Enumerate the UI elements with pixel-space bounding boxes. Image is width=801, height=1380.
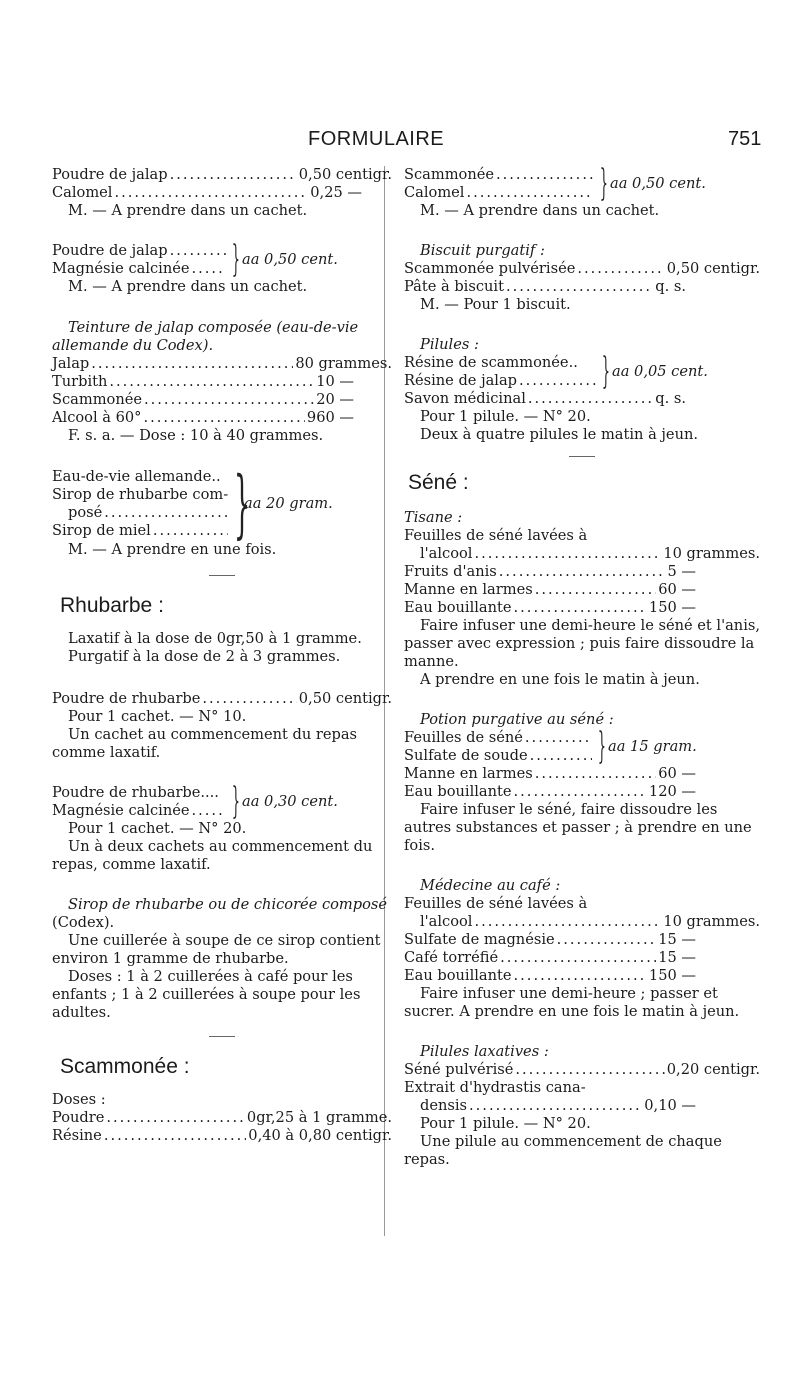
- running-title: FORMULAIRE: [308, 128, 445, 150]
- ingredient: Jalap: [52, 355, 90, 372]
- quantity: 150 —: [648, 599, 696, 616]
- ingredient: Manne en larmes: [404, 581, 533, 598]
- instruction: M. — A prendre dans un cachet.: [420, 202, 660, 219]
- paragraph: Purgatif à la dose de 2 à 3 grammes.: [68, 648, 341, 665]
- formula-medecine-cafe: [404, 877, 760, 1021]
- quantity: 150 —: [648, 967, 696, 984]
- paragraph: Une pilule au commencement de chaque repas.: [404, 1133, 722, 1168]
- page-number: 751: [728, 128, 762, 150]
- brace: }: [597, 726, 606, 767]
- ingredient: Café torréfié: [404, 949, 499, 966]
- instruction: Pour 1 cachet. — N° 20.: [68, 820, 247, 837]
- quantity: 15 —: [658, 931, 696, 948]
- ingredient: Pâte à biscuit: [404, 278, 504, 295]
- formula-pilules: [404, 336, 760, 444]
- section-title: Scammonée :: [60, 1055, 190, 1078]
- paragraph: Une cuillerée à soupe de ce sirop contient environ 1 gramme de rhubarbe.: [52, 932, 381, 967]
- quantity: q. s.: [655, 278, 686, 295]
- formula-title: Teinture de jalap composée (eau-de-vie allemande du Codex).: [52, 319, 359, 354]
- ingredient: Magnésie calcinée: [52, 802, 190, 819]
- formula-scammonee-calomel: [404, 163, 760, 220]
- ingredient: Eau-de-vie allemande..: [52, 468, 221, 485]
- brace: }: [233, 461, 251, 547]
- quantity: aa 0,05 cent.: [612, 363, 708, 380]
- paragraph: A prendre en une fois le matin à jeun.: [420, 671, 700, 688]
- instruction: Pour 1 pilule. — N° 20.: [420, 1115, 591, 1132]
- formula-rhubarbe-magnesie: [52, 781, 392, 874]
- ingredient: Alcool à 60°: [52, 409, 142, 426]
- quantity: 0,25 —: [310, 184, 362, 201]
- quantity: aa 0,30 cent.: [242, 793, 338, 810]
- formula-biscuit-purgatif: [404, 242, 760, 314]
- quantity: 960 —: [306, 409, 354, 426]
- instruction: M. — A prendre en une fois.: [68, 541, 277, 558]
- formula-title: Sirop de rhubarbe ou de chicorée composé: [68, 896, 388, 913]
- quantity: 0,20 centigr.: [666, 1061, 760, 1078]
- ingredient: Eau bouillante: [404, 783, 512, 800]
- quantity: aa 15 gram.: [608, 738, 697, 755]
- ingredient: Résine: [52, 1127, 102, 1144]
- ingredient: l'alcool: [420, 913, 473, 930]
- brace: }: [601, 351, 610, 392]
- ingredient: Calomel: [52, 184, 113, 201]
- ingredient: Résine de scammonée..: [404, 354, 578, 371]
- quantity: aa 0,50 cent.: [610, 175, 706, 192]
- quantity: 60 —: [658, 581, 696, 598]
- ingredient: Sirop de miel: [52, 522, 151, 539]
- left-column: [52, 166, 392, 1145]
- instruction: Pour 1 cachet. — N° 10.: [68, 708, 247, 725]
- quantity: 10 grammes.: [663, 913, 760, 930]
- paragraph: Doses : 1 à 2 cuillerées à café pour les enfants ; 1 à 2 cuillerées à soupe pour les adultes.: [52, 968, 361, 1021]
- page-header: [0, 128, 801, 152]
- ingredient: Extrait d'hydrastis cana-: [404, 1079, 586, 1096]
- paragraph: Faire infuser une demi-heure le séné et l'anis, passer avec expression ; puis faire dissoudre la manne.: [404, 617, 760, 670]
- instruction: M. — A prendre dans un cachet.: [68, 202, 308, 219]
- right-column: [404, 163, 760, 1169]
- ingredient: Scammonée: [52, 391, 143, 408]
- quantity: 60 —: [658, 765, 696, 782]
- ingredient: Feuilles de séné lavées à: [404, 895, 588, 912]
- brace: }: [599, 163, 608, 204]
- ingredient: Résine de jalap: [404, 372, 518, 389]
- formula-title: Tisane :: [404, 509, 463, 526]
- quantity: 5 —: [667, 563, 696, 580]
- quantity: 80 grammes.: [295, 355, 392, 372]
- ingredient: Séné pulvérisé: [404, 1061, 514, 1078]
- doses-label: Doses :: [52, 1091, 106, 1108]
- instruction: M. — A prendre dans un cachet.: [68, 278, 308, 295]
- formula-jalap-magnesie: [52, 239, 392, 296]
- ingredient: posé: [68, 504, 103, 521]
- formula-eau-de-vie: [52, 461, 392, 559]
- quantity: 0,40 à 0,80 centigr.: [248, 1127, 392, 1144]
- quantity: 120 —: [648, 783, 696, 800]
- formula-teinture-jalap: [52, 319, 392, 445]
- quantity: 0,50 centigr.: [298, 166, 392, 183]
- paragraph: Faire infuser le séné, faire dissoudre les autres substances et passer ; à prendre en une fois.: [404, 801, 752, 854]
- ingredient: Sulfate de soude: [404, 747, 528, 764]
- ingredient: Turbith: [52, 373, 108, 390]
- formula-title: Pilules :: [420, 336, 479, 353]
- paragraph: Faire infuser une demi-heure ; passer et sucrer. A prendre en une fois le matin à jeun.: [404, 985, 740, 1020]
- instruction: M. — Pour 1 biscuit.: [420, 296, 571, 313]
- ingredient: Magnésie calcinée: [52, 260, 190, 277]
- paragraph: Laxatif à la dose de 0gr,50 à 1 gramme.: [68, 630, 362, 647]
- quantity: 15 —: [658, 949, 696, 966]
- instruction: Un cachet au commencement du repas comme laxatif.: [52, 726, 358, 761]
- ingredient: densis: [420, 1097, 468, 1114]
- quantity: aa 0,50 cent.: [242, 251, 338, 268]
- formula-tisane: [404, 509, 760, 689]
- formula-poudre-rhubarbe: [52, 690, 392, 762]
- quantity: aa 20 gram.: [244, 495, 333, 512]
- ingredient: Feuilles de séné lavées à: [404, 527, 588, 544]
- ingredient: Eau bouillante: [404, 967, 512, 984]
- quantity: 0gr,25 à 1 gramme.: [246, 1109, 392, 1126]
- quantity: q. s.: [655, 390, 686, 407]
- ingredient: l'alcool: [420, 545, 473, 562]
- formula-title: Biscuit purgatif :: [420, 242, 545, 259]
- ingredient: Manne en larmes: [404, 765, 533, 782]
- ingredient: Poudre: [52, 1109, 105, 1126]
- ingredient: Poudre de rhubarbe: [52, 690, 201, 707]
- quantity: 0,50 centigr.: [666, 260, 760, 277]
- quantity: 0,10 —: [644, 1097, 696, 1114]
- instruction: Un à deux cachets au commencement du repas, comme laxatif.: [52, 838, 373, 873]
- formula-jalap-calomel: [52, 166, 392, 220]
- ingredient: Calomel: [404, 184, 465, 201]
- quantity: 0,50 centigr.: [298, 690, 392, 707]
- quantity: 10 grammes.: [663, 545, 760, 562]
- formula-title: Pilules laxatives :: [420, 1043, 549, 1060]
- ingredient: Poudre de rhubarbe....: [52, 784, 219, 801]
- ingredient: Poudre de jalap: [52, 166, 168, 183]
- formula-sirop-rhubarbe: [52, 896, 392, 1022]
- ingredient: Sulfate de magnésie: [404, 931, 555, 948]
- instruction: Deux à quatre pilules le matin à jeun.: [420, 426, 699, 443]
- ingredient: Fruits d'anis: [404, 563, 497, 580]
- instruction: F. s. a. — Dose : 10 à 40 grammes.: [68, 427, 324, 444]
- formula-pilules-laxatives: [404, 1043, 760, 1169]
- source: (Codex).: [52, 914, 115, 931]
- ingredient: Scammonée pulvérisée: [404, 260, 576, 277]
- ingredient: Feuilles de séné: [404, 729, 523, 746]
- section-title: Rhubarbe :: [60, 594, 164, 617]
- formula-potion-purgative: [404, 711, 760, 855]
- section-title: Séné :: [408, 471, 469, 494]
- ingredient: Poudre de jalap: [52, 242, 168, 259]
- instruction: Pour 1 pilule. — N° 20.: [420, 408, 591, 425]
- ingredient: Sirop de rhubarbe com-: [52, 486, 229, 503]
- formula-title: Potion purgative au séné :: [420, 711, 614, 728]
- formula-title: Médecine au café :: [420, 877, 561, 894]
- ingredient: Scammonée: [404, 166, 495, 183]
- brace: }: [231, 781, 240, 822]
- quantity: 10 —: [316, 373, 354, 390]
- ingredient: Savon médicinal: [404, 390, 526, 407]
- quantity: 20 —: [316, 391, 354, 408]
- ingredient: Eau bouillante: [404, 599, 512, 616]
- brace: }: [231, 239, 240, 280]
